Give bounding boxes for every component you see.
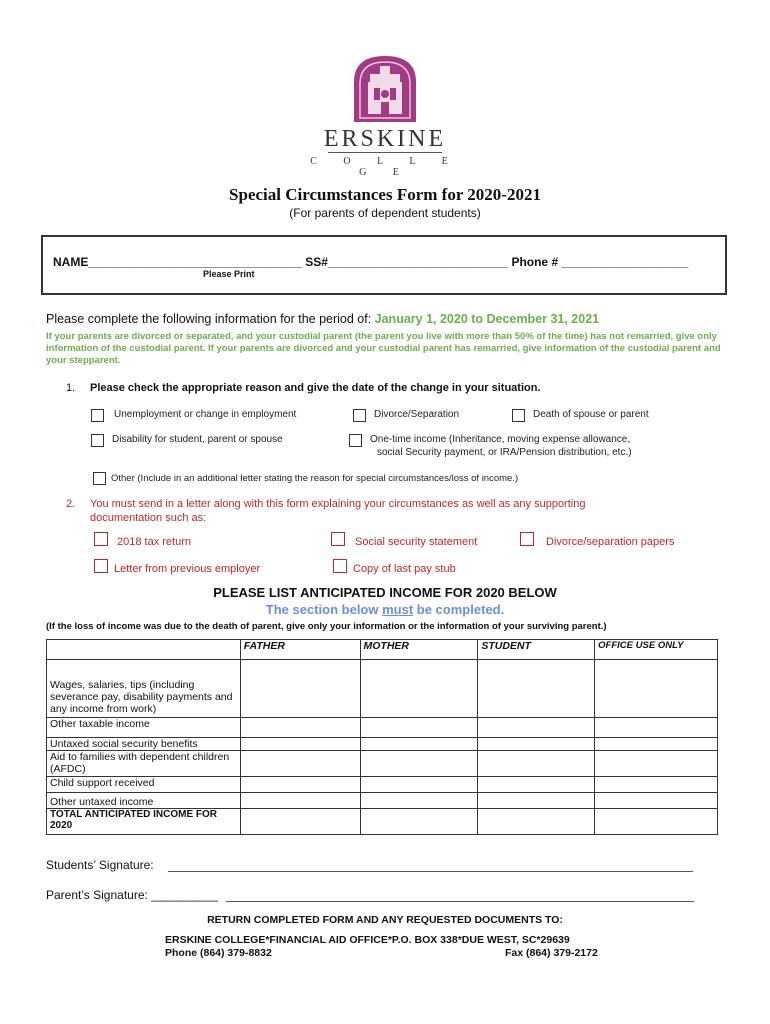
checkbox-tax-return[interactable] [94,532,108,546]
option-employer-letter: Letter from previous employer [114,563,261,575]
header-mother: MOTHER [360,640,478,660]
question-1-text: Please check the appropriate reason and give the date of the change in your situation. [90,382,541,394]
must-note-word: must [382,602,414,617]
option-pay-stub: Copy of last pay stub [353,563,456,575]
cell-mother-other-untaxed[interactable] [360,793,478,809]
row-label-child-support: Child support received [47,777,241,793]
checkbox-unemployment[interactable] [91,409,104,422]
cell-office-other-taxable [595,718,718,738]
period-lead: Please complete the following information for the period of: [46,312,375,326]
cell-office-untaxed-ss [595,738,718,751]
cell-mother-child-support[interactable] [360,777,478,793]
table-row [47,777,718,793]
checkbox-disability[interactable] [91,434,104,447]
row-label-other-taxable: Other taxable income [47,718,241,738]
table-row [47,809,718,835]
period-line [46,312,599,326]
checkbox-other[interactable] [93,472,106,485]
cell-office-total [595,809,718,835]
must-note-post: be completed. [413,602,505,617]
cell-mother-wages[interactable] [360,660,478,718]
question-2-line2: documentation such as: [90,512,207,524]
option-other: Other (Include in an additional letter stating the reason for special circumstances/loss of income.) [111,473,519,484]
period-dates: January 1, 2020 to December 31, 2021 [374,312,600,326]
wordmark-divider [328,152,442,153]
form-title: Special Circumstances Form for 2020-2021 [229,185,541,204]
header-student: STUDENT [478,640,595,660]
student-signature-label: Students’ Signature: [46,858,154,872]
cell-student-child-support[interactable] [478,777,595,793]
identity-box [41,235,727,295]
option-one-time-income: One-time income (Inheritance, moving expense allowance, [370,434,631,445]
option-disability: Disability for student, parent or spouse [112,434,283,445]
table-row [47,738,718,751]
cell-student-afdc[interactable] [478,751,595,777]
question-2-number: 2. [66,498,76,510]
must-complete-note [0,602,770,617]
identity-fields[interactable]: NAME________________________________ SS#___________________________ Phone # ___________________ [53,255,689,269]
table-header-row [47,640,718,660]
cell-father-untaxed-ss[interactable] [240,738,360,751]
header-office-use: OFFICE USE ONLY [595,640,718,660]
cell-student-other-untaxed[interactable] [478,793,595,809]
office-fax: Fax (864) 379-2172 [505,947,598,959]
row-label-other-untaxed: Other untaxed income [47,793,241,809]
cell-student-other-taxable[interactable] [478,718,595,738]
return-instruction: RETURN COMPLETED FORM AND ANY REQUESTED DOCUMENTS TO: [207,914,563,926]
college-subword: C O L L E G E [310,156,460,178]
custodial-note: If your parents are divorced or separated, and your custodial parent (the parent you live with more than 50% of the time) has not remarried, give only information of the custodial parent. If your parents are divorced and your custodial parent has remarried, give information of the custodial parent and your stepparent. [46,331,721,366]
table-row [47,751,718,777]
checkbox-pay-stub[interactable] [333,559,347,573]
income-table [46,639,718,835]
row-label-wages: Wages, salaries, tips (including severance pay, disability payments and any income from work) [47,660,241,718]
checkbox-divorce-papers[interactable] [520,532,534,546]
cell-father-wages[interactable] [240,660,360,718]
option-ss-statement: Social security statement [355,536,478,548]
cell-father-total[interactable] [240,809,360,835]
cell-student-wages[interactable] [478,660,595,718]
cell-mother-other-taxable[interactable] [360,718,478,738]
cell-student-total[interactable] [478,809,595,835]
option-divorce: Divorce/Separation [374,409,460,420]
please-print-note: Please Print [203,269,255,279]
cell-father-child-support[interactable] [240,777,360,793]
header-father: FATHER [240,640,360,660]
checkbox-one-time-income[interactable] [349,434,362,447]
checkbox-employer-letter[interactable] [94,559,108,573]
cell-father-afdc[interactable] [240,751,360,777]
loss-of-income-note: (If the loss of income was due to the death of parent, give only your information or the information of your surviving parent.) [46,621,607,632]
cell-father-other-untaxed[interactable] [240,793,360,809]
cell-office-child-support [595,777,718,793]
question-2 [66,497,585,525]
cell-office-other-untaxed [595,793,718,809]
option-unemployment: Unemployment or change in employment [114,409,297,420]
option-death: Death of spouse or parent [533,409,649,420]
table-row [47,718,718,738]
header-blank [47,640,241,660]
option-tax-return: 2018 tax return [117,536,191,548]
cell-office-afdc [595,751,718,777]
row-label-afdc: Aid to families with dependent children (AFDC) [47,751,241,777]
checkbox-divorce[interactable] [353,409,366,422]
cell-student-untaxed-ss[interactable] [478,738,595,751]
row-label-untaxed-ss: Untaxed social security benefits [47,738,241,751]
checkbox-death[interactable] [512,409,525,422]
option-one-time-income-cont: social Security payment, or IRA/Pension distribution, etc.) [377,447,632,458]
question-1 [66,382,541,394]
cell-father-other-taxable[interactable] [240,718,360,738]
office-address: ERSKINE COLLEGE*FINANCIAL AID OFFICE*P.O. BOX 338*DUE WEST, SC*29639 [165,934,570,946]
income-heading: PLEASE LIST ANTICIPATED INCOME FOR 2020 BELOW [213,585,557,600]
college-wordmark: ERSKINE [323,126,447,152]
student-signature-line[interactable] [168,871,693,872]
cell-mother-untaxed-ss[interactable] [360,738,478,751]
row-label-total: TOTAL ANTICIPATED INCOME FOR 2020 [47,809,241,835]
must-note-pre: The section below [265,602,383,617]
checkbox-ss-statement[interactable] [331,532,345,546]
parent-signature-label: Parent’s Signature: __________ [46,888,218,902]
office-phone: Phone (864) 379-8832 [165,947,272,959]
question-1-number: 1. [66,382,76,394]
question-2-line1: You must send in a letter along with this form explaining your circumstances as well as any supporting [90,498,586,510]
cell-mother-total[interactable] [360,809,478,835]
cell-mother-afdc[interactable] [360,751,478,777]
parent-signature-line[interactable] [226,901,694,902]
option-divorce-papers: Divorce/separation papers [546,536,675,548]
cell-office-wages [595,660,718,718]
table-row [47,660,718,718]
form-subtitle: (For parents of dependent students) [289,206,481,220]
table-row [47,793,718,809]
